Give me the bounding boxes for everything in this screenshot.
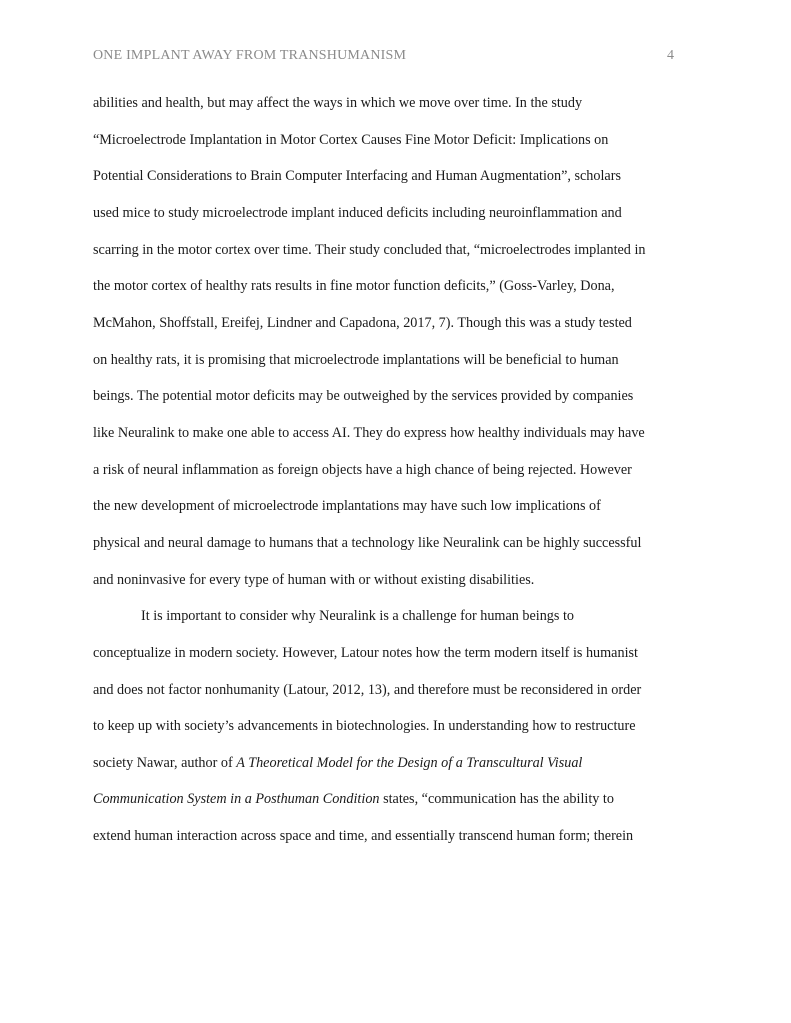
body-text: [93, 93, 705, 863]
text-line: on healthy rats, it is promising that microelectrode implantations will be beneficial to human: [93, 351, 619, 368]
text-line: and does not factor nonhumanity (Latour, 2012, 13), and therefore must be reconsidered in order: [93, 681, 642, 698]
text-line: abilities and health, but may affect the ways in which we move over time. In the study: [93, 95, 583, 111]
text-line: scarring in the motor cortex over time. Their study concluded that, “microelectrodes implanted in: [93, 241, 646, 258]
running-head: ONE IMPLANT AWAY FROM TRANSHUMANISM: [93, 48, 407, 63]
page-number: 4: [667, 48, 674, 63]
text-line: extend human interaction across space and time, and essentially transcend human form; therein: [93, 828, 634, 845]
text-line: a risk of neural inflammation as foreign objects have a high chance of being rejected. However: [93, 461, 632, 478]
book-title: Communication System in a Posthuman Condition: [93, 791, 380, 808]
text-line: physical and neural damage to humans that a technology like Neuralink can be highly successful: [93, 534, 642, 551]
text-line: and noninvasive for every type of human with or without existing disabilities.: [93, 571, 535, 588]
text-line: beings. The potential motor deficits may be outweighed by the services provided by companies: [93, 388, 634, 405]
text-line: [93, 753, 705, 790]
text-segment: society Nawar, author of: [93, 754, 237, 771]
text-line: Potential Considerations to Brain Computer Interfacing and Human Augmentation”, scholars: [93, 168, 621, 185]
paragraph-2: [93, 606, 705, 863]
text-line: used mice to study microelectrode implant induced deficits including neuroinflammation and: [93, 204, 622, 221]
text-line: [93, 789, 705, 826]
text-line: “Microelectrode Implantation in Motor Cortex Causes Fine Motor Deficit: Implications on: [93, 131, 609, 148]
text-line: conceptualize in modern society. However, Latour notes how the term modern itself is humanist: [93, 644, 638, 661]
text-line: McMahon, Shoffstall, Ereifej, Lindner and Capadona, 2017, 7). Though this was a study tested: [93, 314, 632, 331]
paragraph-1: [93, 93, 705, 606]
text-line: It is important to consider why Neuralink is a challenge for human beings to: [141, 608, 575, 625]
text-segment: states, “communication has the ability to: [379, 791, 614, 808]
text-line: like Neuralink to make one able to access AI. They do express how healthy individuals may have: [93, 424, 645, 441]
text-line: the motor cortex of healthy rats results in fine motor function deficits,” (Goss-Varley, Dona,: [93, 278, 615, 295]
text-line: the new development of microelectrode implantations may have such low implications of: [93, 498, 601, 515]
text-line: to keep up with society’s advancements in biotechnologies. In understanding how to restructure: [93, 718, 636, 735]
book-title: A Theoretical Model for the Design of a Transcultural Visual: [236, 754, 583, 771]
